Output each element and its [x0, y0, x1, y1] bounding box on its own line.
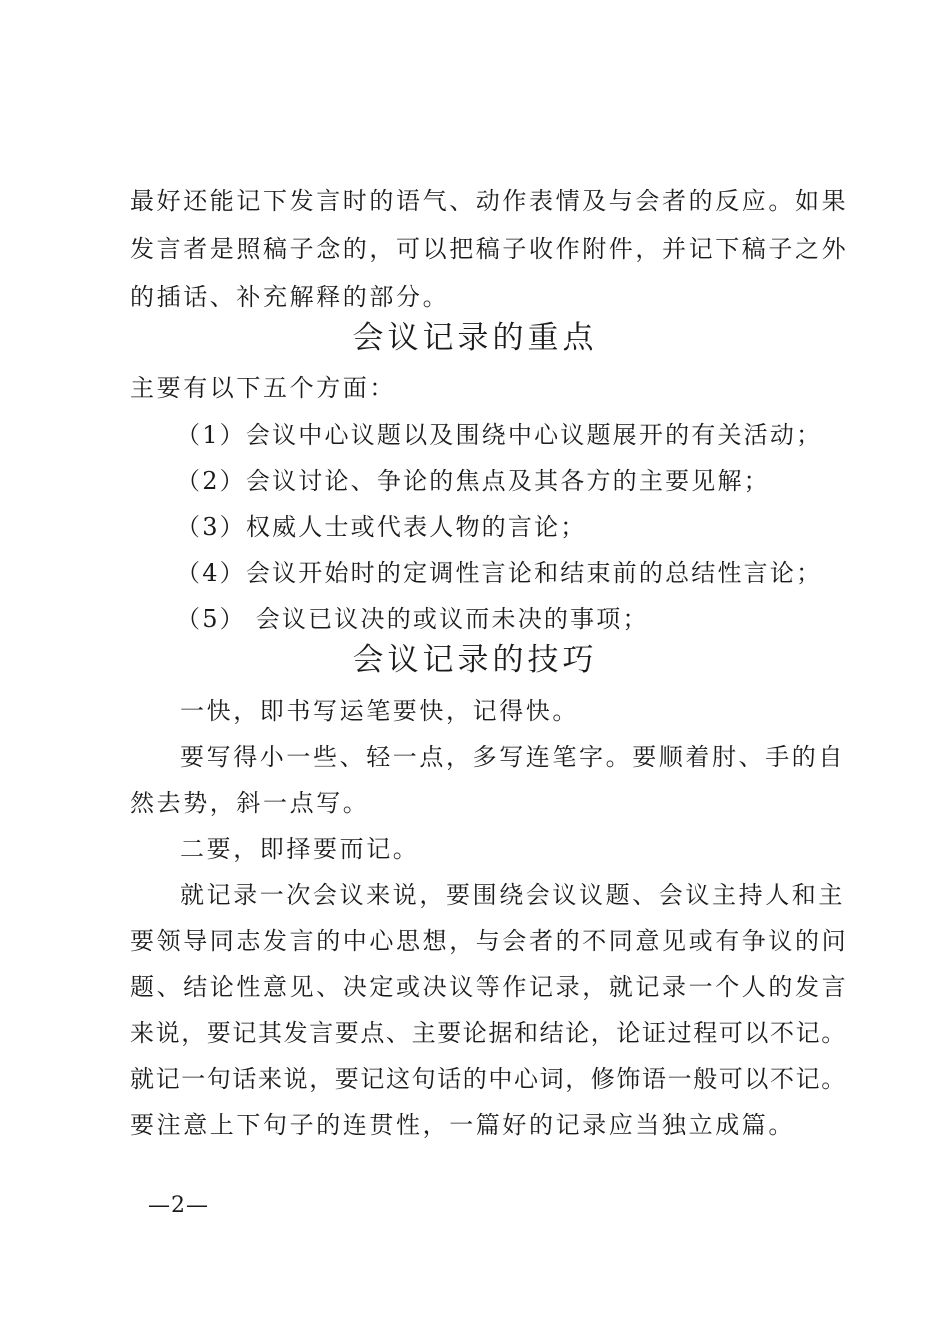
key-point-item-4: （4）会议开始时的定调性言论和结束前的总结性言论； — [176, 559, 823, 587]
section-heading-techniques: 会议记录的技巧 — [352, 642, 598, 678]
key-point-item-1: （1）会议中心议题以及围绕中心议题展开的有关活动； — [176, 421, 823, 449]
key-points-lead: 主要有以下五个方面： — [130, 374, 396, 402]
technique-line-8: 来说，要记其发言要点、主要论据和结论，论证过程可以不记。 — [130, 1019, 847, 1047]
intro-line-2: 发言者是照稿子念的，可以把稿子收作附件，并记下稿子之外 — [130, 235, 849, 263]
intro-line-3: 的插话、补充解释的部分。 — [130, 283, 450, 311]
section-heading-key-points: 会议记录的重点 — [352, 320, 598, 356]
technique-line-4: 二要，即择要而记。 — [180, 835, 420, 863]
technique-line-5: 就记录一次会议来说，要围绕会议议题、会议主持人和主 — [180, 881, 845, 909]
technique-line-9: 就记一句话来说，要记这句话的中心词，修饰语一般可以不记。 — [130, 1065, 847, 1093]
technique-line-2: 要写得小一些、轻一点，多写连笔字。要顺着肘、手的自 — [180, 743, 845, 771]
technique-line-7: 题、结论性意见、决定或决议等作记录，就记录一个人的发言 — [130, 973, 849, 1001]
page-number: —2— — [148, 1193, 209, 1218]
technique-line-10: 要注意上下句子的连贯性，一篇好的记录应当独立成篇。 — [130, 1111, 795, 1139]
key-point-item-3: （3）权威人士或代表人物的言论； — [176, 513, 587, 541]
technique-line-6: 要领导同志发言的中心思想，与会者的不同意见或有争议的问 — [130, 927, 849, 955]
technique-line-1: 一快，即书写运笔要快，记得快。 — [180, 697, 579, 725]
key-point-item-2: （2）会议讨论、争论的焦点及其各方的主要见解； — [176, 467, 770, 495]
technique-line-3: 然去势，斜一点写。 — [130, 789, 370, 817]
intro-line-1: 最好还能记下发言时的语气、动作表情及与会者的反应。如果 — [130, 187, 849, 215]
key-point-item-5: （5） 会议已议决的或议而未决的事项； — [176, 605, 649, 633]
